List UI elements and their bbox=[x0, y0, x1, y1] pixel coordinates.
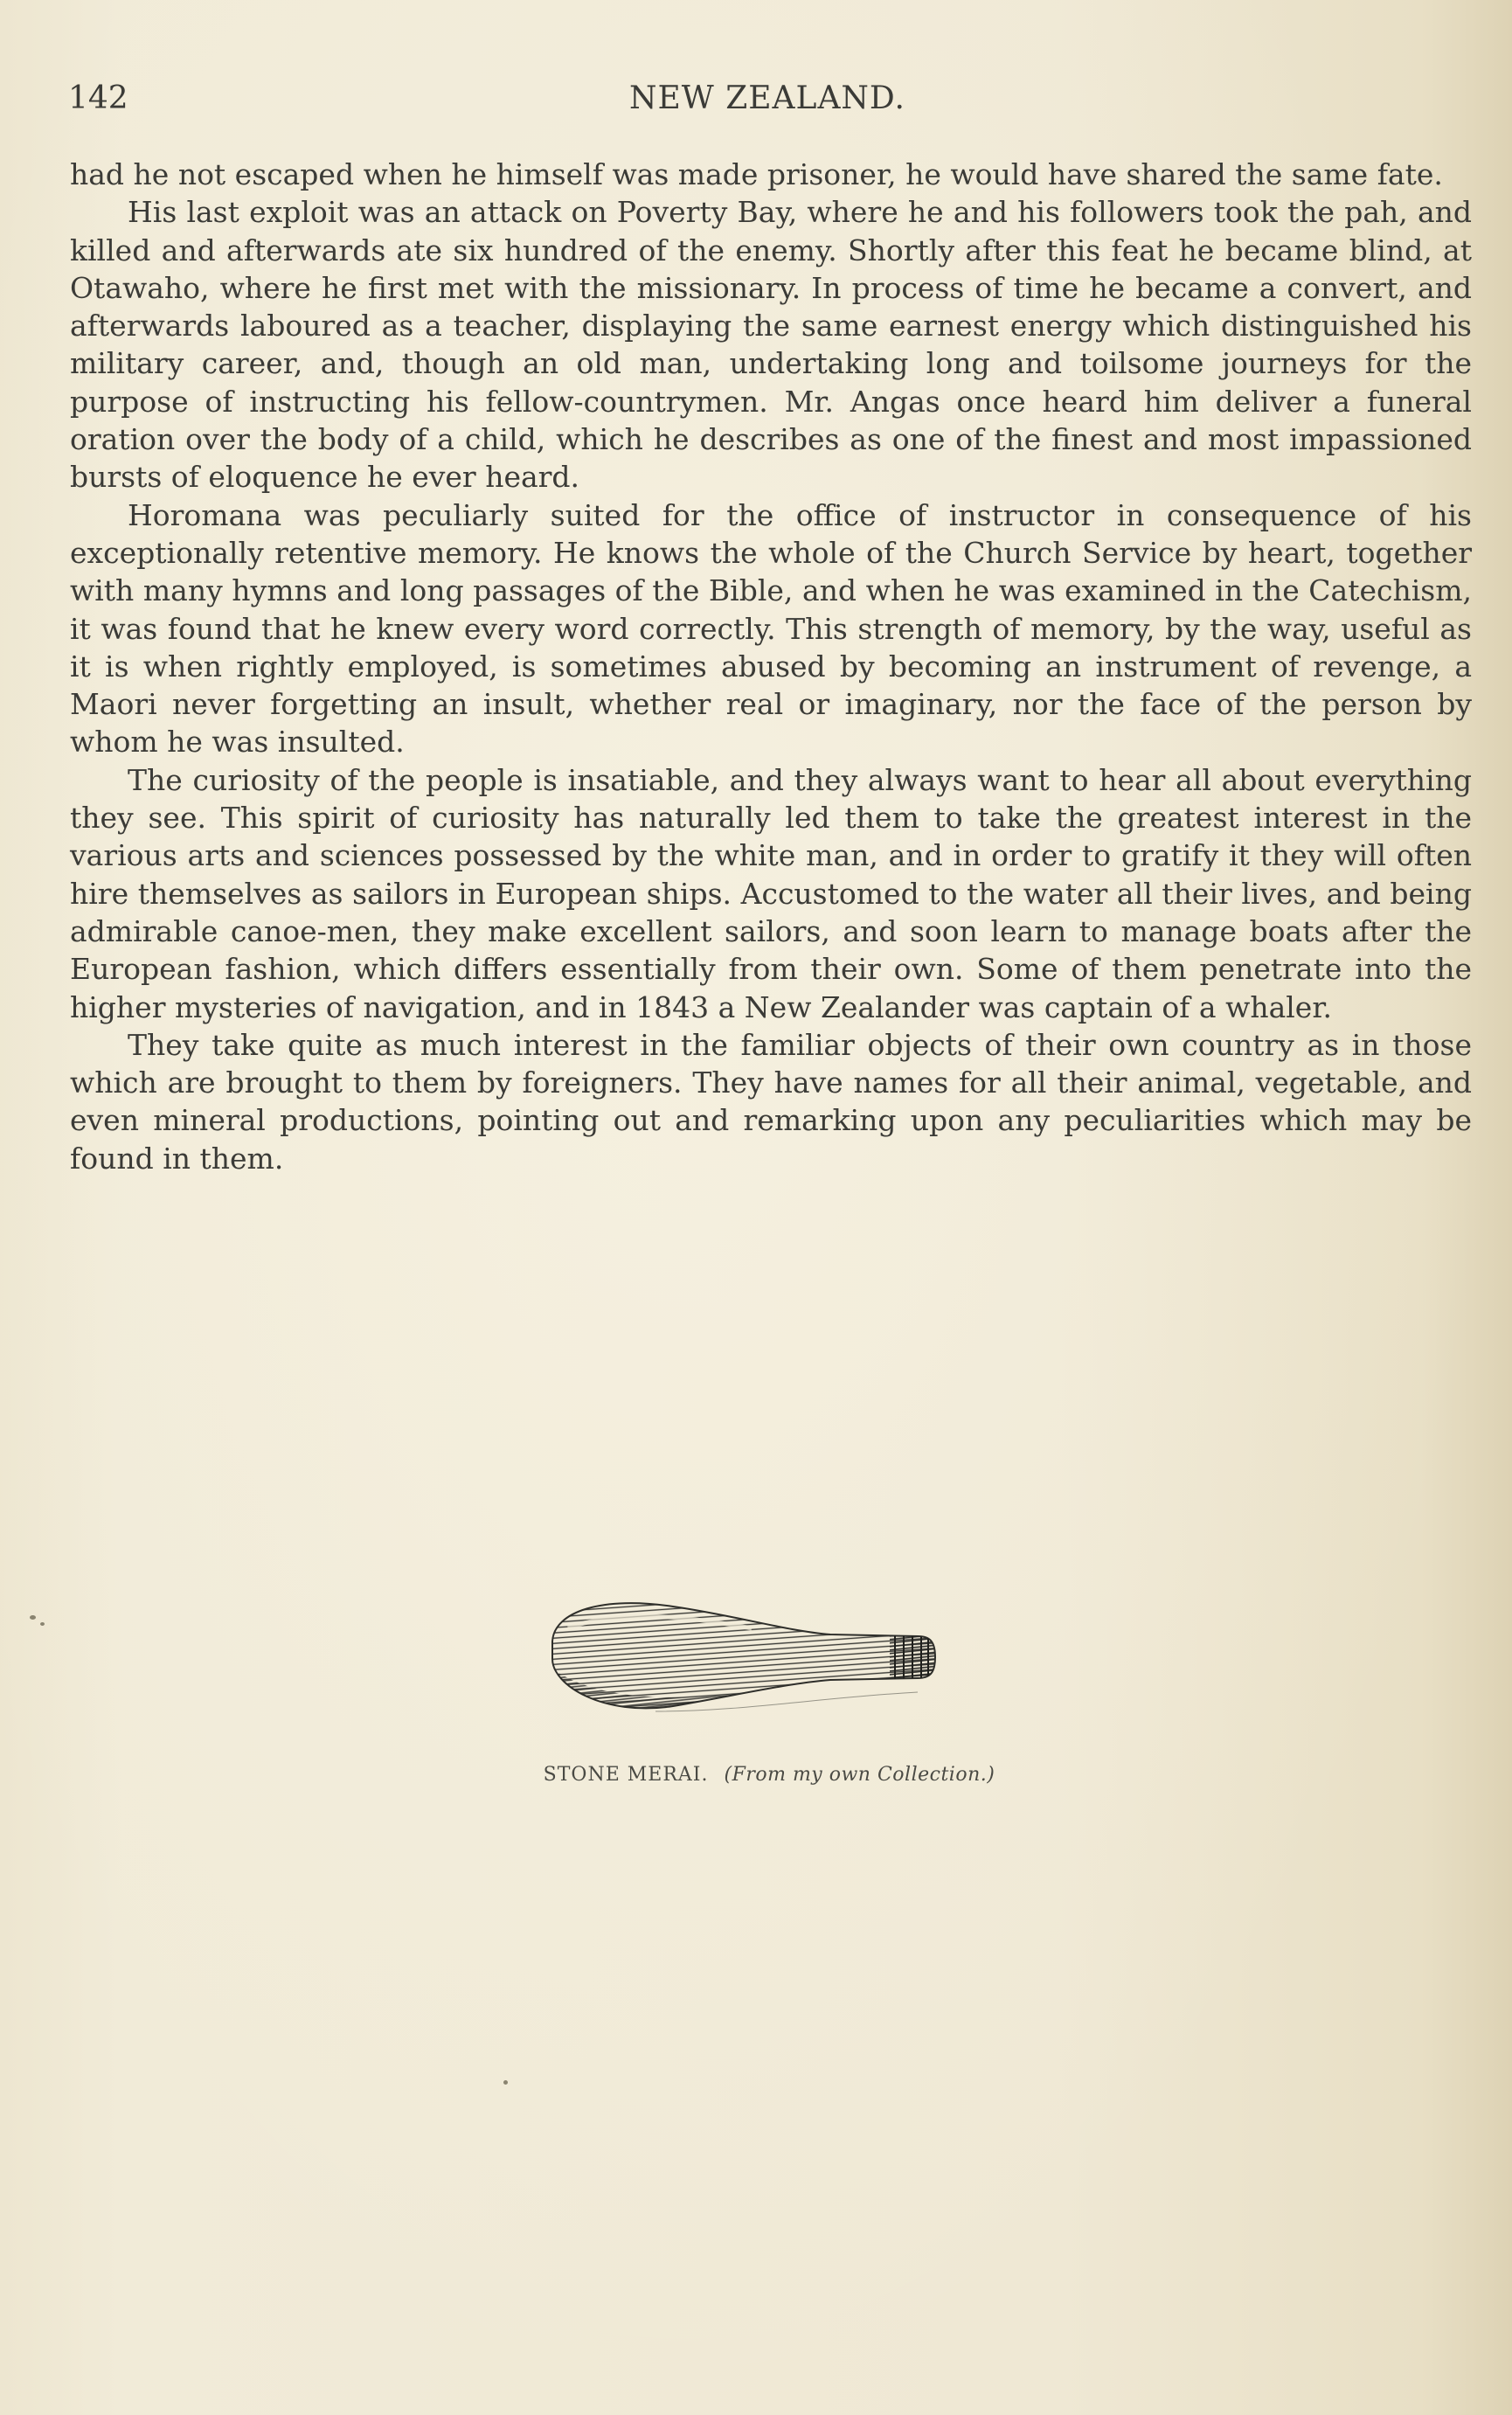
paragraph: They take quite as much interest in the familiar objects of their own country as in those which are brought to them by foreigners. They have names for all their animal, vegetable, and even mineral productions, pointing out and remarking upon any peculiarities which may be found in them. bbox=[70, 1027, 1472, 1176]
paragraph: Horomana was peculiarly suited for the office of instructor in consequence of his exceptionally retentive memory. He knows the whole of the Church Service by heart, together with many hymns and long passages of the Bible, and when he was examined in the Catechism, it was found that he knew every word correctly. This strength of memory, by the way, useful as it is when rightly employed, is sometimes abused by becoming an instrument of revenge, a Maori never forgetting an insult, whether real or imaginary, nor the face of the person by whom he was insulted. bbox=[70, 497, 1472, 760]
figure-caption bbox=[0, 1764, 1512, 1786]
running-title: NEW ZEALAND. bbox=[629, 80, 905, 116]
paragraph: had he not escaped when he himself was made prisoner, he would have shared the same fate. bbox=[70, 157, 1443, 191]
body-text bbox=[70, 156, 1472, 1177]
paper-speck bbox=[40, 1622, 45, 1626]
paragraph: His last exploit was an attack on Poverty Bay, where he and his followers took the pah, and killed and afterwards ate six hundred of the enemy. Shortly after this feat he became blind, at Otawaho, where he first met with the missionary. In process of time he became a convert, and afterwards laboured as a teacher, displaying the same earnest energy which distinguished his military career, and, though an old man, undertaking long and toilsome journeys for the purpose of instructing his fellow-countrymen. Mr. Angas once heard him deliver a funeral oration over the body of a child, which he describes as one of the finest and most impassioned bursts of eloquence he ever heard. bbox=[70, 195, 1472, 495]
caption-title: STONE MERAI. bbox=[543, 1764, 709, 1786]
running-head bbox=[68, 77, 1467, 121]
stone-merai-illustration bbox=[542, 1580, 961, 1729]
page-number: 142 bbox=[68, 80, 128, 116]
paper-speck bbox=[503, 2080, 508, 2085]
paper-speck bbox=[30, 1615, 36, 1620]
paragraph: The curiosity of the people is insatiable, and they always want to hear all about everything they see. This spirit of curiosity has naturally led them to take the greatest interest in the various arts and sciences possessed by the white man, and in order to gratify it they will often hire themselves as sailors in European ships. Accustomed to the water all their lives, and being admirable canoe-men, they make excellent sailors, and soon learn to manage boats after the European fashion, which differs essentially from their own. Some of them penetrate into the higher mysteries of navigation, and in 1843 a New Zealander was captain of a whaler. bbox=[70, 762, 1472, 1024]
caption-note: (From my own Collection.) bbox=[724, 1764, 995, 1786]
